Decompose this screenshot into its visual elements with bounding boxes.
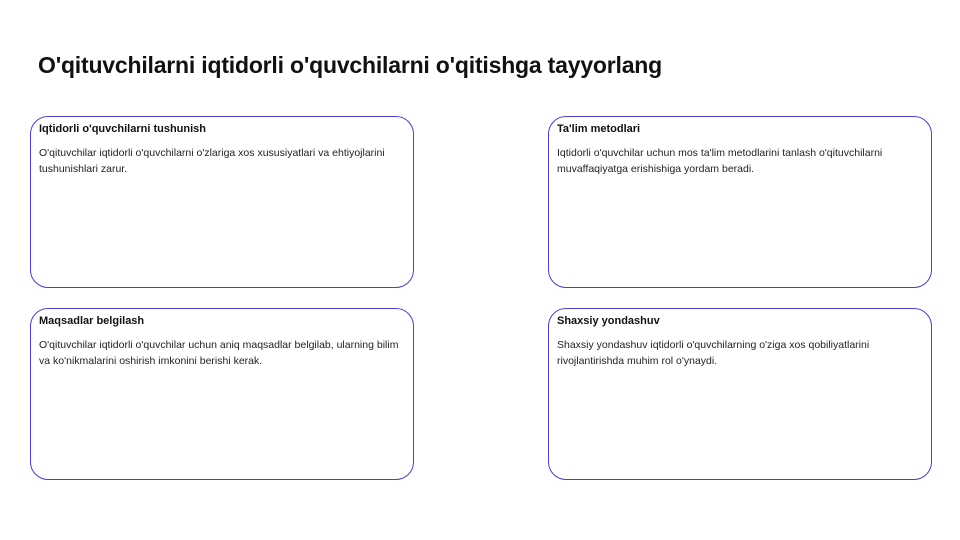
card-heading: Shaxsiy yondashuv	[557, 315, 660, 327]
card-body: Shaxsiy yondashuv iqtidorli o'quvchilarning o'ziga xos qobiliyatlarini rivojlantirishda muhim rol o'ynaydi.	[557, 339, 870, 367]
card-heading: Maqsadlar belgilash	[39, 315, 145, 327]
card-understanding-gifted-students	[30, 116, 414, 288]
card-body: O'qituvchilar iqtidorli o'quvchilar uchun aniq maqsadlar belgilab, ularning bilim va ko'nikmalarini oshirish imkonini berishi kerak.	[39, 339, 399, 367]
card-teaching-methods	[548, 116, 932, 288]
card-body: Iqtidorli o'quvchilar uchun mos ta'lim metodlarini tanlash o'qituvchilarni muvaffaqiyatga erishishiga yordam beradi.	[557, 147, 883, 175]
card-heading: Iqtidorli o'quvchilarni tushunish	[39, 123, 207, 135]
page-title: O'qituvchilarni iqtidorli o'quvchilarni o'qitishga tayyorlang	[38, 52, 662, 78]
card-personal-approach	[548, 308, 932, 480]
card-setting-goals	[30, 308, 414, 480]
card-heading: Ta'lim metodlari	[557, 123, 641, 135]
card-body: O'qituvchilar iqtidorli o'quvchilarni o'zlariga xos xususiyatlari va ehtiyojlarini tushunishlari zarur.	[39, 147, 385, 175]
